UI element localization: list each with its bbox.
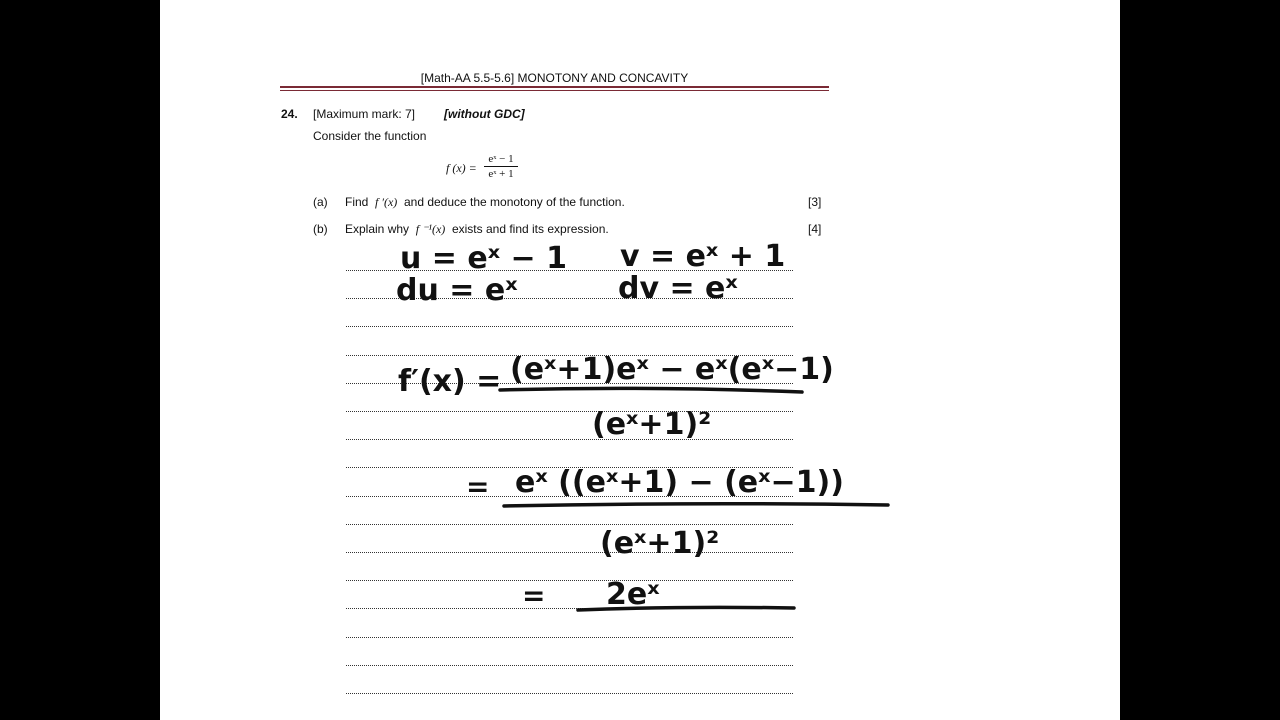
part-b-post: exists and find its expression. [451,222,609,236]
hw-u: u = eˣ − 1 [400,241,568,276]
hw-step3-eq: = [522,579,546,612]
question-number: 24. [281,107,298,121]
part-b-pre: Explain why [345,222,410,236]
hw-fprime-lhs: f′(x) = [398,364,502,399]
part-b-marks: [4] [808,222,822,236]
hw-fprime-den: (eˣ+1)² [592,407,712,442]
part-a-post: and deduce the monotony of the function. [403,195,625,209]
formula-numerator: eˣ − 1 [484,152,518,167]
formula-denominator: eˣ + 1 [488,168,514,180]
part-b-math: f ⁻¹(x) [415,222,446,236]
hw-fraction-bar-1 [500,388,802,392]
formula-lhs: f (x) = [446,161,477,175]
worksheet-page [160,0,1120,720]
hw-fprime-num: (eˣ+1)eˣ − eˣ(eˣ−1) [510,352,834,387]
hw-fraction-bar-3 [578,607,794,610]
part-a-pre: Find [345,195,369,209]
part-a-marks: [3] [808,195,822,209]
hw-step2-num: eˣ ((eˣ+1) − (eˣ−1)) [515,465,844,500]
gdc-note: [without GDC] [444,107,525,121]
hw-dv: dv = eˣ [618,271,738,306]
part-a-math: f ′(x) [375,195,398,209]
hw-v: v = eˣ + 1 [620,239,786,274]
page-header: [Math-AA 5.5-5.6] MONOTONY AND CONCAVITY [420,71,689,85]
hw-step2-eq: = [466,470,490,503]
hw-step2-den: (eˣ+1)² [600,526,720,561]
hw-step3-num: 2eˣ [606,577,660,612]
hw-du: du = eˣ [396,273,518,308]
handwritten-working [160,0,1120,720]
maximum-mark: [Maximum mark: 7] [313,107,416,121]
part-a-label: (a) [313,195,328,209]
question-intro: Consider the function [313,129,427,143]
hw-fraction-bar-2 [504,504,888,506]
part-b-label: (b) [313,222,328,236]
